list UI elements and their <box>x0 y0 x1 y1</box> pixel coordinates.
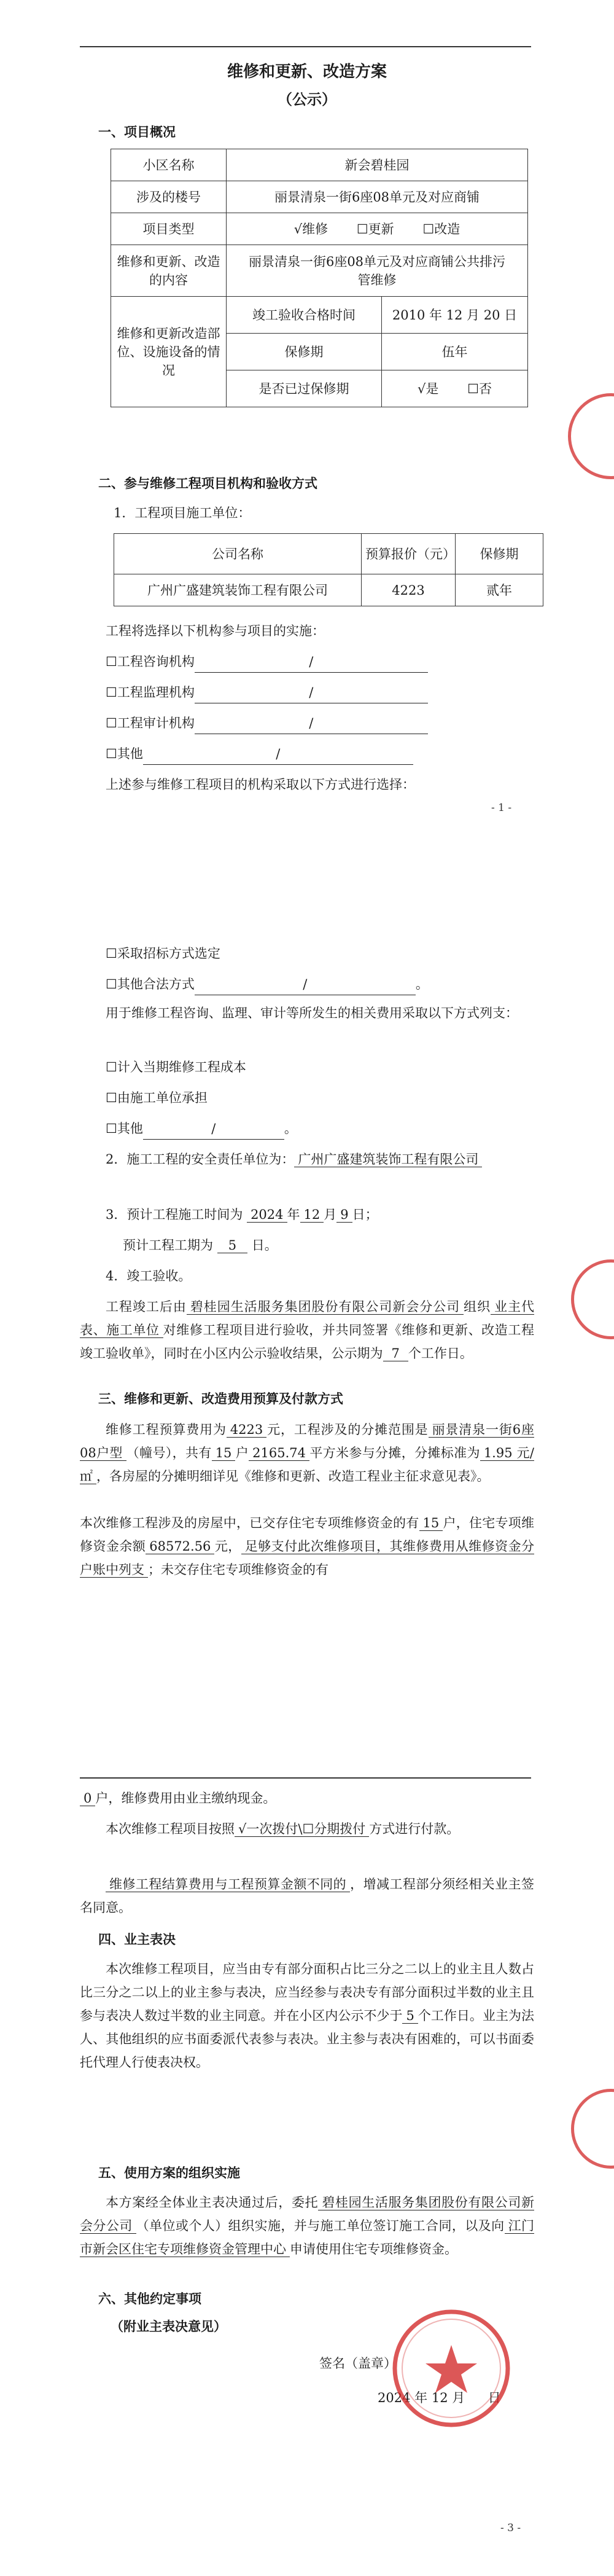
budget-amount: 4223 <box>227 1422 266 1438</box>
settlement-text-b: ，增减工程部分须经相关业主签名同意。 <box>80 1877 535 1915</box>
section2-heading: 二、参与维修工程项目机构和验收方式 <box>98 476 317 491</box>
part-label: 维修和更新改造部位、设施设备的情况 <box>111 297 227 407</box>
method-option-tender: ☐采取招标方式选定 <box>106 946 220 961</box>
implementation-text-a: 本方案经全体业主表决通过后，委托 <box>106 2195 319 2210</box>
section5-heading: 五、使用方案的组织实施 <box>98 2165 240 2180</box>
undeposited-count: 0 <box>80 1791 95 1806</box>
budget-households: 15 <box>212 1446 236 1461</box>
contractor-name: 广州广盛建筑装饰工程有限公司 <box>114 574 362 606</box>
budget-paragraph <box>80 1418 534 1488</box>
type-option-repair: √维修 <box>293 221 328 237</box>
contractor-header-budget: 预算报价（元） <box>362 534 456 574</box>
acceptance-days: 7 <box>383 1346 408 1361</box>
section6-heading: 六、其他约定事项 <box>98 2291 201 2306</box>
content-label: 维修和更新、改造的内容 <box>111 245 227 297</box>
budget-text-a: 维修工程预算费用为 <box>106 1422 227 1437</box>
completion-value: 2010 年 12 月 20 日 <box>382 297 528 334</box>
method-option-other: ☐其他合法方式 / 。 <box>106 974 429 995</box>
cash-line <box>80 1788 276 1809</box>
document-title: 维修和更新、改造方案 <box>227 63 387 81</box>
acceptance-text-4: 对维修工程项目进行验收，并共同签署《维修和更新、改造工程竣工验收单》，同时在小区内公示验收结果，公示期为 <box>80 1323 535 1361</box>
acceptance-participants: 业主代表、施工单位 <box>80 1299 535 1337</box>
type-option-update: ☐更新 <box>356 221 394 237</box>
community-value: 新会碧桂园 <box>227 149 528 181</box>
fee-intro: 用于维修工程咨询、监理、审计等所发生的相关费用采取以下方式列支： <box>106 1006 518 1020</box>
company-seal-fragment <box>571 1259 614 1339</box>
section4-heading: 四、业主表决 <box>98 1932 176 1947</box>
vote-days: 5 <box>402 2008 418 2024</box>
fund-text-a: 本次维修工程涉及的房屋中，已交存住宅专项维修资金的有 <box>80 1516 419 1530</box>
acceptance-text-1: 工程竣工后由 <box>106 1299 187 1314</box>
implementation-text-b: （单位或个人）组织实施，并与施工单位签订施工合同，以及向 <box>136 2218 505 2233</box>
method-intro: 上述参与维修工程项目的机构采取以下方式进行选择： <box>106 777 415 792</box>
start-prefix: 3．预计工程施工时间为 <box>106 1207 243 1222</box>
duration-unit: 日。 <box>251 1238 278 1253</box>
payment-paragraph <box>80 1817 534 1841</box>
start-year: 2024 <box>247 1207 287 1223</box>
agency-other-label: ☐其他 <box>106 746 143 761</box>
company-seal <box>390 2307 513 2430</box>
agency-item <box>106 682 428 703</box>
fund-text-b: 户，住宅专项维修资金余额 <box>80 1516 535 1554</box>
fee-other-value: / <box>143 1118 284 1140</box>
safety-paragraph <box>80 1148 534 1171</box>
expired-no: ☐否 <box>467 381 492 396</box>
date-month: 12 <box>431 2390 448 2405</box>
completion-label: 竣工验收合格时间 <box>227 297 382 334</box>
agency-item <box>106 743 413 765</box>
fee-option-contractor: ☐由施工单位承担 <box>106 1090 208 1105</box>
section3-heading: 三、维修和更新、改造费用预算及付款方式 <box>98 1391 343 1406</box>
contractor-subheading: 1．工程项目施工单位： <box>114 506 251 520</box>
warranty-value: 伍年 <box>382 334 528 370</box>
budget-text-e: 平方米参与分摊，分摊标准为 <box>309 1446 480 1460</box>
start-month: 12 <box>300 1207 324 1223</box>
contractor-warranty: 贰年 <box>456 574 543 606</box>
implementation-text-c: 申请使用住宅专项维修资金。 <box>290 2242 457 2257</box>
building-label: 涉及的楼号 <box>111 181 227 213</box>
fund-paragraph <box>80 1511 534 1581</box>
fee-option-cost: ☐计入当期维修工程成本 <box>106 1060 246 1075</box>
implementation-paragraph <box>80 2191 534 2261</box>
agency-supervision-value: / <box>195 682 428 703</box>
building-value: 丽景清泉一街6座08单元及对应商铺 <box>227 181 528 213</box>
vote-text-a: 本次维修工程项目，应当由专有部分面积占比三分之二以上的业主且人数占比三分之二以上的业主参与表决，应当经参与表决专有部分面积过半数的业主且参与表决人数过半数的业主同意。并在小区内公示不少于 <box>80 1962 534 2023</box>
seal-icon <box>390 2307 513 2430</box>
project-overview-table <box>111 149 528 407</box>
contractor-header-name: 公司名称 <box>114 534 362 574</box>
type-label: 项目类型 <box>111 213 227 245</box>
settlement-paragraph <box>80 1873 534 1919</box>
fee-option-other: ☐其他 / 。 <box>106 1118 297 1140</box>
fund-text-c: 元， <box>214 1539 241 1554</box>
company-seal-fragment <box>568 393 614 479</box>
date-year-unit: 年 <box>414 2390 428 2405</box>
agency-consulting-label: ☐工程咨询机构 <box>106 654 195 669</box>
expired-yes: √是 <box>418 381 439 396</box>
safety-unit: 广州广盛建筑装饰工程有限公司 <box>294 1152 482 1167</box>
expired-label: 是否已过保修期 <box>227 370 382 407</box>
agency-consulting-value: / <box>195 651 428 673</box>
agency-audit-label: ☐工程审计机构 <box>106 716 195 730</box>
implementation-center: 江门市新会区住宅专项维修资金管理中心 <box>80 2218 535 2257</box>
date-month-unit: 月 <box>452 2390 465 2405</box>
method-other-label: ☐其他合法方式 <box>106 977 195 992</box>
acceptance-paragraph <box>80 1295 534 1365</box>
agency-other-value: / <box>143 743 413 765</box>
acceptance-title: 4．竣工验收。 <box>106 1269 192 1283</box>
page-number-1: - 1 - <box>491 802 512 814</box>
agency-item <box>106 713 428 734</box>
agency-audit-value: / <box>195 713 428 734</box>
implementation-org: 碧桂园生活服务集团股份有限公司新会分公司 <box>80 2195 535 2233</box>
payment-text-b: 方式进行付款。 <box>369 1822 460 1836</box>
duration-value: 5 <box>217 1238 247 1253</box>
budget-scope: 丽景清泉一街6座08户型 <box>80 1422 534 1460</box>
fund-balance: 68572.56 <box>146 1539 214 1554</box>
top-rule <box>80 46 531 47</box>
duration-line <box>123 1235 278 1256</box>
contractor-header-warranty: 保修期 <box>456 534 543 574</box>
acceptance-org: 碧桂园生活服务集团股份有限公司新会分公司 <box>187 1299 464 1315</box>
company-seal-fragment <box>571 2089 614 2169</box>
payment-text-a: 本次维修工程项目按照 <box>106 1822 235 1836</box>
signature-label: 签名（盖章） <box>319 2356 397 2371</box>
agencies-intro: 工程将选择以下机构参与项目的实施： <box>106 624 325 638</box>
duration-prefix: 预计工程工期为 <box>123 1238 213 1253</box>
acceptance-text-5: 个工作日。 <box>408 1346 473 1361</box>
contractor-table <box>114 533 543 606</box>
budget-rate: 1.95 元/㎡ <box>80 1446 535 1484</box>
fee-other-label: ☐其他 <box>106 1121 143 1136</box>
start-date-line: 3．预计工程施工时间为 2024 年 12 月 9 日； <box>106 1207 378 1222</box>
agency-item <box>106 651 428 673</box>
page3-top-rule <box>80 1777 531 1779</box>
start-day: 9 <box>336 1207 352 1223</box>
warranty-label: 保修期 <box>227 334 382 370</box>
budget-text-f: ，各房屋的分摊明细详见《维修和更新、改造工程业主征求意见表》。 <box>96 1469 490 1484</box>
section1-heading: 一、项目概况 <box>98 124 176 139</box>
section6-note: （附业主表决意见） <box>111 2319 227 2334</box>
fund-deposited: 15 <box>419 1516 443 1531</box>
date-day-unit: 日 <box>488 2390 501 2405</box>
document-subtitle: （公示） <box>278 90 336 108</box>
fund-text-e: ；未交存住宅专项维修资金的有 <box>148 1562 328 1577</box>
budget-area: 2165.74 <box>249 1446 309 1461</box>
content-value: 丽景清泉一街6座08单元及对应商铺公共排污管维修 <box>227 245 528 297</box>
cash-text: 户，维修费用由业主缴纳现金。 <box>95 1791 276 1806</box>
fund-sufficient: 足够支付此次维修项目，其维修费用从维修资金分户账中列支 <box>80 1539 535 1577</box>
method-other-value: / <box>195 974 416 995</box>
contractor-budget: 4223 <box>362 574 456 606</box>
expired-options <box>382 370 528 407</box>
vote-text-b: 个工作日。业主为法人、其他组织的应书面委派代表参与表决。业主参与表决有困难的，可以书面委托代理人行使表决权。 <box>80 2008 535 2070</box>
page-number-3: - 3 - <box>500 2522 521 2534</box>
budget-text-d: 户 <box>235 1446 249 1460</box>
acceptance-text-2: 组织 <box>464 1299 491 1314</box>
settlement-text-a: 维修工程结算费用与工程预算金额不同的 <box>106 1877 350 1892</box>
agency-supervision-label: ☐工程监理机构 <box>106 685 195 700</box>
community-label: 小区名称 <box>111 149 227 181</box>
type-option-renovate: ☐改造 <box>422 221 460 237</box>
payment-option: √一次拨付\☐分期拨付 <box>235 1822 369 1837</box>
type-options <box>227 213 528 245</box>
budget-text-b: 元，工程涉及的分摊范围是 <box>266 1422 429 1437</box>
date-year: 2024 <box>378 2390 411 2405</box>
budget-text-c: （幢号），共有 <box>126 1446 212 1460</box>
safety-prefix: 2．施工工程的安全责任单位为： <box>106 1152 295 1167</box>
vote-paragraph <box>80 1957 534 2074</box>
